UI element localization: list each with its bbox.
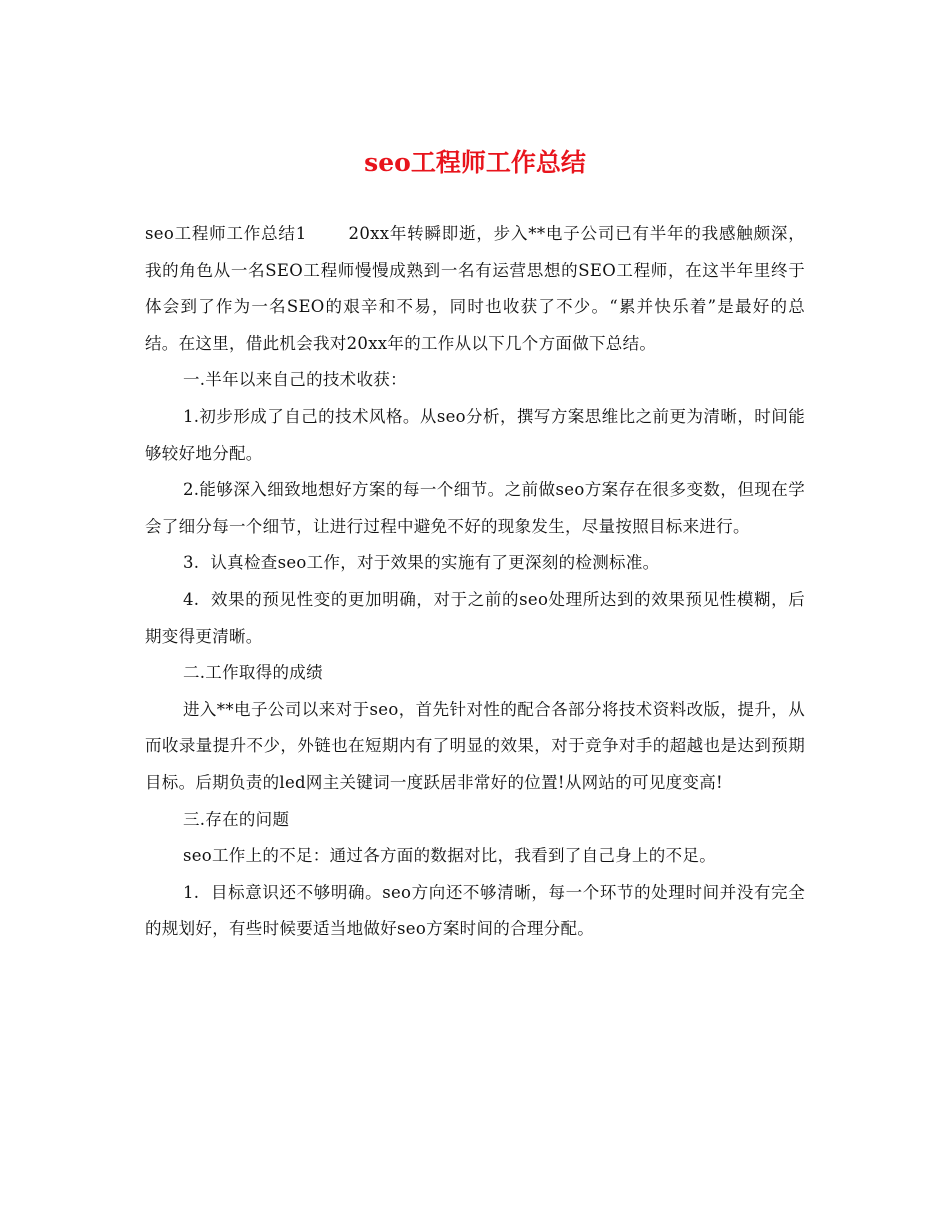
paragraph-shortcomings: seo工作上的不足：通过各方面的数据对比，我看到了自己身上的不足。 (182, 846, 717, 866)
paragraph-problem-1: 1. 目标意识还不够明确。seo方向还不够清晰，每一个环节的处理时间并没有完全的规划好，有些时候要适当地做好seo方案时间的合理分配。 (145, 882, 805, 939)
section-heading-3: 三.存在的问题 (182, 809, 290, 829)
intro-text: 20xx年转瞬即逝，步入**电子公司已有半年的我感触颇深，我的角色从一名SEO工程师慢慢成熟到一名有运营思想的SEO工程师，在这半年里终于体会到了作为一名SEO的艰辛和不易，同时也收获了不少。“累并快乐着”是最好的总结。在这里，借此机会我对20xx年的工作从以下几个方面做下总结。 (145, 224, 806, 353)
paragraph-intro (145, 216, 805, 362)
section-heading-1: 一.半年以来自己的技术收获： (182, 370, 407, 390)
paragraph-item-2: 2.能够深入细致地想好方案的每一个细节。之前做seo方案存在很多变数，但现在学会了细分每一个细节，让进行过程中避免不好的现象发生，尽量按照目标来进行。 (145, 480, 805, 536)
paragraph-item-1: 1.初步形成了自己的技术风格。从seo分析，撰写方案思维比之前更为清晰，时间能够较好地分配。 (145, 406, 805, 463)
section-heading-2: 二.工作取得的成绩 (182, 663, 323, 683)
document-title: seo工程师工作总结 (364, 148, 586, 177)
paragraph-item-4: 4. 效果的预见性变的更加明确，对于之前的seo处理所达到的效果预见性模糊，后期变得更清晰。 (145, 589, 805, 646)
document-body (145, 216, 805, 948)
paragraph-achievements: 进入**电子公司以来对于seo，首先针对性的配合各部分将技术资料改版，提升，从而收录量提升不少，外链也在短期内有了明显的效果，对于竞争对手的超越也是达到预期目标。后期负责的led网主关键词一度跃居非常好的位置!从网站的可见度变高! (145, 699, 805, 792)
intro-lead: seo工程师工作总结1 (145, 224, 307, 243)
paragraph-item-3: 3. 认真检查seo工作，对于效果的实施有了更深刻的检测标准。 (182, 553, 660, 573)
